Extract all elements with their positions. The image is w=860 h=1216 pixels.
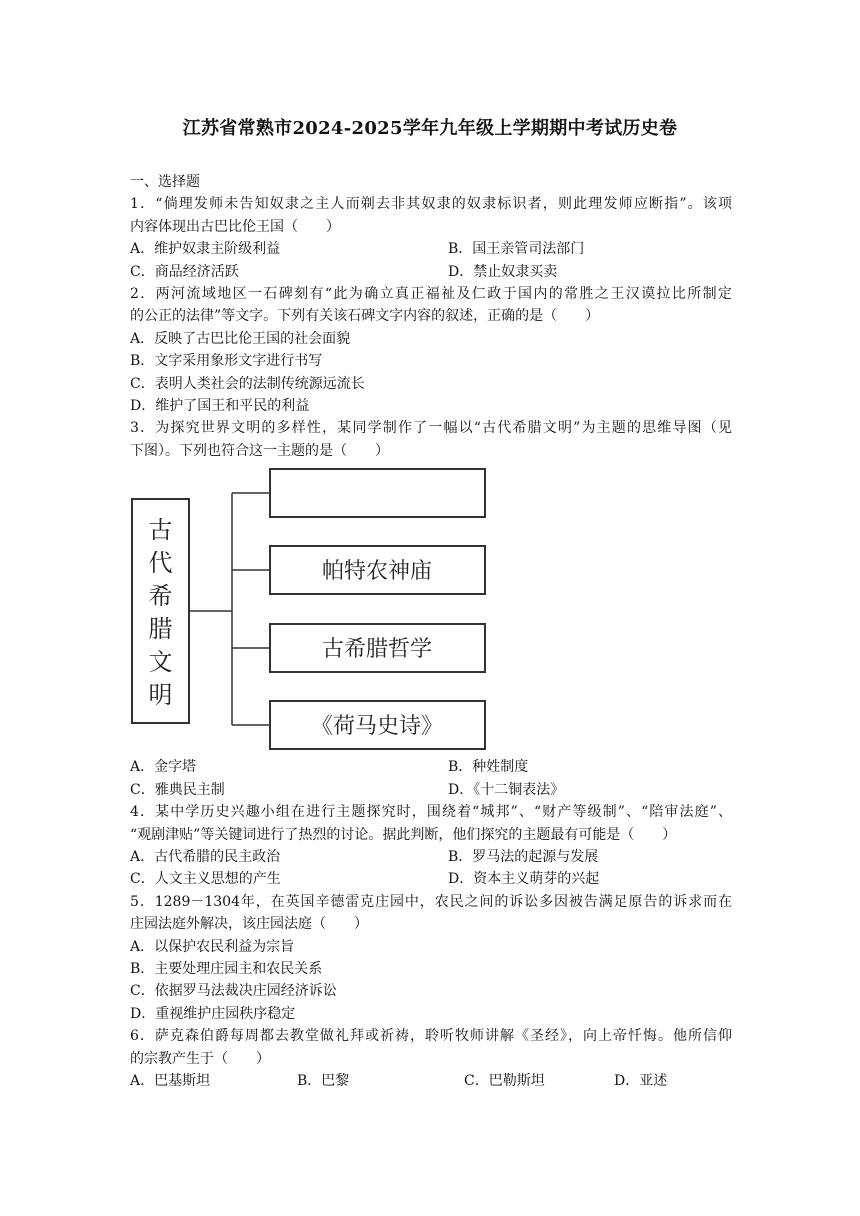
- question-3-option-c[interactable]: C．雅典民主制: [130, 781, 225, 798]
- mind-map-root-char-2: 代: [148, 549, 173, 578]
- mind-map-diagram: [130, 468, 732, 756]
- question-3-option-a[interactable]: A．金字塔: [130, 759, 197, 776]
- question-4-stem-line1: 4．某中学历史兴趣小组在进行主题探究时，围绕着“城邦”、“财产等级制”、“陪审法庭”、: [130, 804, 732, 821]
- question-1-stem-line1: 1．“倘理发师未告知奴隶之主人而剃去非其奴隶的奴隶标识者，则此理发师应断指”。该项: [130, 196, 732, 213]
- mind-map-root-char-1: 古: [148, 516, 173, 545]
- question-1-options-row1: [130, 238, 732, 260]
- question-2-stem-line2: 的公正的法律”等文字。下列有关该石碑文字内容的叙述，正确的是（ ）: [130, 308, 600, 325]
- question-4-option-a[interactable]: A．古代希腊的民主政治: [130, 848, 281, 865]
- question-6-option-b[interactable]: B．巴黎: [297, 1072, 350, 1089]
- question-6-options-row: [130, 1070, 732, 1092]
- question-1-option-b[interactable]: B．国王亲管司法部门: [448, 241, 585, 258]
- question-3-stem-line2: 下图）。下列也符合这一主题的是（ ）: [130, 442, 389, 459]
- question-3-options-row1: [130, 756, 732, 778]
- question-1-option-d[interactable]: D．禁止奴隶买卖: [448, 263, 558, 280]
- question-3-option-b[interactable]: B．种姓制度: [448, 759, 529, 776]
- question-5: [130, 891, 732, 1025]
- page-title: 江苏省常熟市2024-2025学年九年级上学期期中考试历史卷: [182, 118, 678, 139]
- question-2-stem-line1: 2．两河流域地区一石碑刻有“此为确立真正福祉及仁政于国内的常胜之王汉谟拉比所制定: [130, 286, 732, 303]
- question-6-stem-line1: 6．萨克森伯爵每周都去教堂做礼拜或祈祷，聆听牧师讲解《圣经》，向上帝忏悔。他所信仰: [130, 1028, 732, 1045]
- question-6: [130, 1025, 732, 1092]
- mind-map-branch-2-label: 帕特农神庙: [321, 559, 433, 585]
- question-4-option-b[interactable]: B．罗马法的起源与发展: [448, 848, 599, 865]
- question-1-stem-line2: 内容体现出古巴比伦王国（ ）: [130, 218, 340, 235]
- mind-map-connectors: [189, 493, 270, 725]
- mind-map-svg: [130, 468, 732, 756]
- question-5-stem-line1: 5．1289－1304年，在英国辛德雷克庄园中，农民之间的诉讼多因被告满足原告的诉求而在: [130, 893, 732, 910]
- question-2: [130, 283, 732, 417]
- question-4-options-row1: [130, 846, 732, 868]
- question-1-option-c[interactable]: C．商品经济活跃: [130, 263, 239, 280]
- question-5-stem-line2: 庄园法庭外解决，该庄园法庭（ ）: [130, 916, 368, 933]
- question-3-stem-line1: 3．为探究世界文明的多样性，某同学制作了一幅以“古代希腊文明”为主题的思维导图（见: [130, 420, 732, 437]
- question-4-options-row2: [130, 868, 732, 890]
- question-3-options-row2: [130, 779, 732, 801]
- question-4: [130, 801, 732, 891]
- question-5-option-c[interactable]: C．依据罗马法裁决庄园经济诉讼: [130, 983, 337, 1000]
- mind-map-root-char-3: 希: [148, 582, 173, 611]
- mind-map-root-char-4: 腊: [148, 615, 173, 644]
- question-6-stem-line2: 的宗教产生于（ ）: [130, 1050, 270, 1067]
- question-2-option-a[interactable]: A．反映了古巴比伦王国的社会面貌: [130, 330, 351, 347]
- question-6-option-c[interactable]: C．巴勒斯坦: [464, 1072, 545, 1089]
- exam-content: [130, 171, 732, 1092]
- question-2-option-d[interactable]: D．维护了国王和平民的利益: [130, 398, 310, 415]
- question-4-option-d[interactable]: D．资本主义萌芽的兴起: [448, 871, 600, 888]
- mind-map-branch-blank: [270, 469, 485, 517]
- mind-map-branch-4-label: 《荷马史诗》: [310, 714, 444, 740]
- question-3: [130, 417, 732, 801]
- question-6-option-d[interactable]: D．亚述: [614, 1072, 668, 1089]
- question-4-stem-line2: “观剧津贴”等关键词进行了热烈的讨论。据此判断，他们探究的主题最有可能是（ ）: [130, 826, 677, 843]
- question-5-option-d[interactable]: D．重视维护庄园秩序稳定: [130, 1005, 296, 1022]
- mind-map-branch-3-label: 古希腊哲学: [321, 637, 433, 663]
- question-3-option-d[interactable]: D．《十二铜表法》: [448, 781, 565, 798]
- mind-map-root-char-5: 文: [148, 648, 173, 677]
- section-heading: 一、选择题: [130, 174, 200, 190]
- question-6-option-a[interactable]: A．巴基斯坦: [130, 1072, 211, 1089]
- mind-map-root-char-6: 明: [148, 681, 173, 710]
- question-4-option-c[interactable]: C．人文主义思想的产生: [130, 871, 281, 888]
- question-2-option-b[interactable]: B．文字采用象形文字进行书写: [130, 353, 323, 370]
- question-1-options-row2: [130, 261, 732, 283]
- question-1-option-a[interactable]: A．维护奴隶主阶级利益: [130, 241, 281, 258]
- question-5-option-b[interactable]: B．主要处理庄园主和农民关系: [130, 960, 323, 977]
- question-1: [130, 193, 732, 283]
- question-5-option-a[interactable]: A．以保护农民利益为宗旨: [130, 938, 295, 955]
- question-2-option-c[interactable]: C．表明人类社会的法制传统源远流长: [130, 375, 365, 392]
